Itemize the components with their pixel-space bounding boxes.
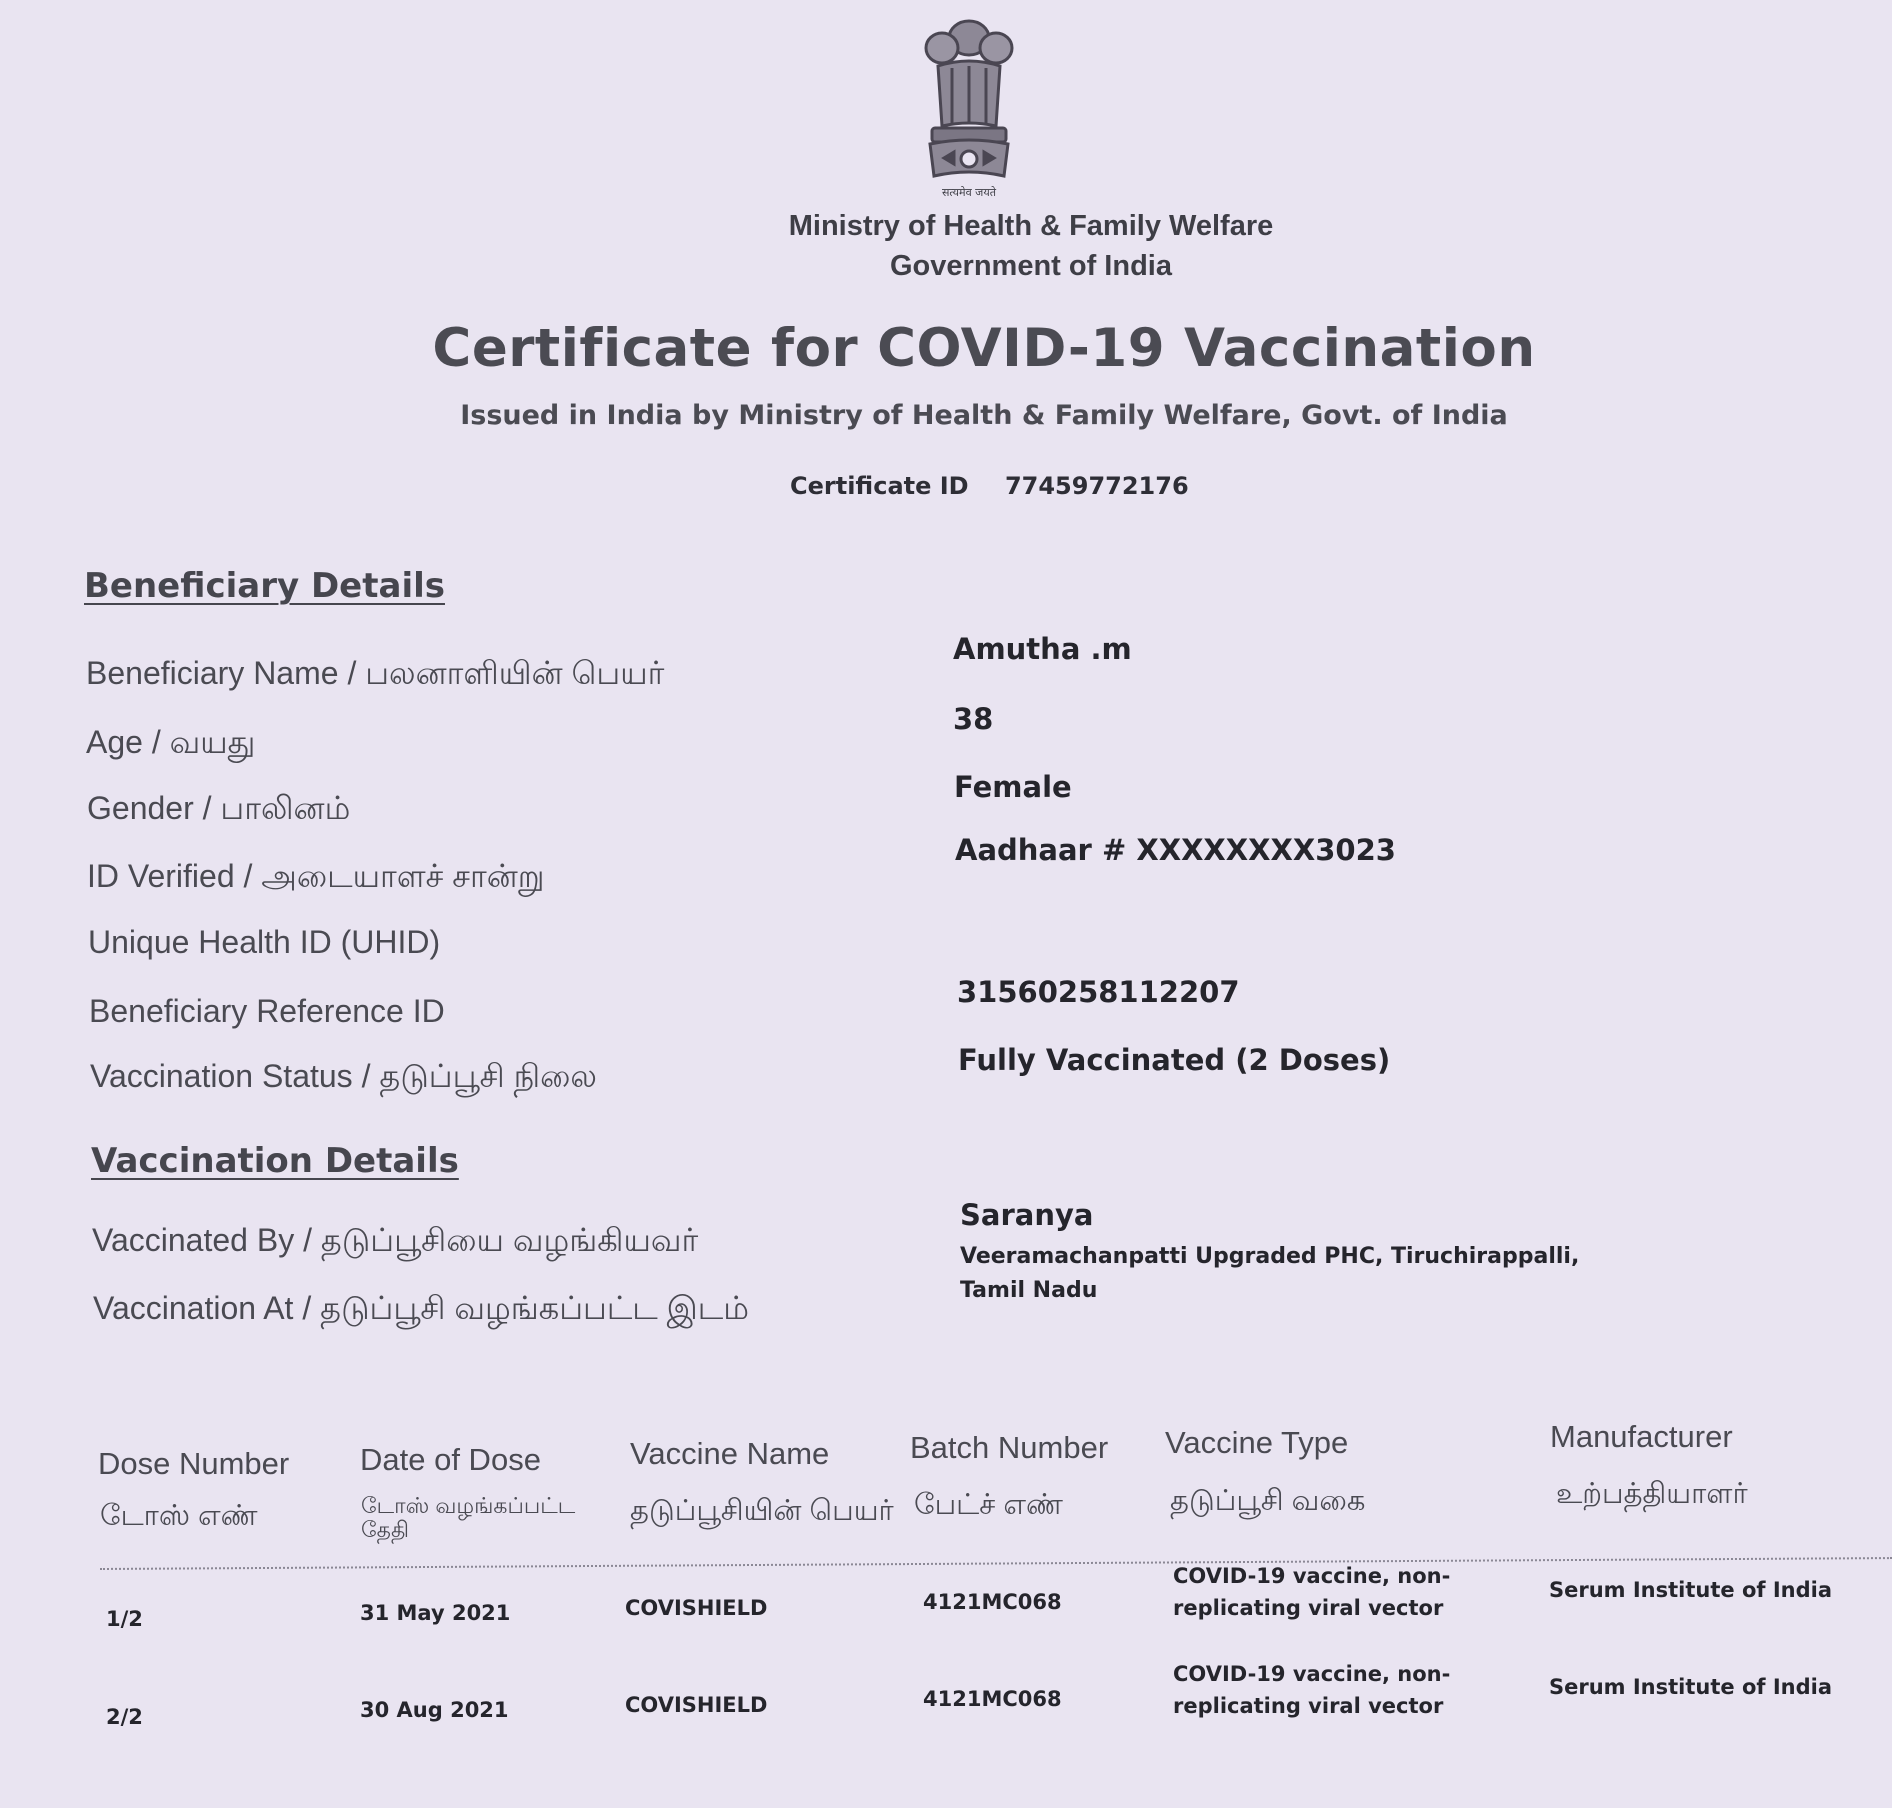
vaccination-details-heading: Vaccination Details (91, 1141, 459, 1181)
certificate-id-row (790, 472, 1189, 500)
column-header-batch-number: Batch Number (910, 1430, 1109, 1465)
vaccination-at-label: Vaccination At / தடுப்பூசி வழங்கப்பட்ட இடம் (93, 1290, 749, 1326)
beneficiary-reference-id-label: Beneficiary Reference ID (89, 993, 445, 1029)
table-divider (100, 1557, 1892, 1570)
certificate-id-label: Certificate ID (790, 472, 969, 500)
id-verified-label: ID Verified / அடையாளச் சான்று (87, 858, 545, 894)
column-header-manufacturer: Manufacturer (1550, 1419, 1733, 1454)
dose-2-manufacturer: Serum Institute of India (1549, 1675, 1832, 1699)
age-value: 38 (953, 702, 994, 736)
certificate-id-value: 77459772176 (1004, 472, 1189, 500)
dose-1-vaccine-name: COVISHIELD (625, 1596, 768, 1620)
beneficiary-name-value: Amutha .m (953, 632, 1132, 666)
id-verified-value: Aadhaar # XXXXXXXX3023 (955, 833, 1396, 867)
column-header-dose-number-ta: டோஸ் எண் (100, 1500, 258, 1532)
column-header-vaccine-name: Vaccine Name (630, 1436, 830, 1471)
column-header-manufacturer-ta: உற்பத்தியாளர் (1556, 1478, 1748, 1510)
age-label: Age / வயது (86, 724, 256, 760)
dose-2-date: 30 Aug 2021 (360, 1698, 509, 1722)
uhid-label: Unique Health ID (UHID) (88, 924, 441, 960)
column-header-dose-number: Dose Number (98, 1446, 290, 1481)
beneficiary-name-label: Beneficiary Name / பலனாளியின் பெயர் (86, 655, 665, 691)
dose-1-vaccine-type: COVID-19 vaccine, non-replicating viral vector (1173, 1564, 1451, 1620)
beneficiary-details-heading: Beneficiary Details (84, 566, 445, 606)
dose-2-vaccine-name: COVISHIELD (625, 1693, 768, 1717)
dose-2-vaccine-type: COVID-19 vaccine, non-replicating viral vector (1173, 1662, 1451, 1718)
vaccination-at-value: Veeramachanpatti Upgraded PHC, Tiruchirappalli, Tamil Nadu (960, 1244, 1580, 1303)
dose-1-manufacturer: Serum Institute of India (1549, 1578, 1832, 1602)
emblem-motto: सत्यमेव जयते (941, 186, 997, 199)
vaccination-status-label: Vaccination Status / தடுப்பூசி நிலை (90, 1058, 597, 1094)
column-header-vaccine-type: Vaccine Type (1165, 1425, 1349, 1460)
vaccination-status-value: Fully Vaccinated (2 Doses) (958, 1043, 1391, 1077)
certificate-subtitle: Issued in India by Ministry of Health & Family Welfare, Govt. of India (460, 400, 1508, 431)
column-header-date-of-dose-ta: டோஸ் வழங்கப்பட்ட தேதி (361, 1493, 576, 1542)
dose-2-batch-number: 4121MC068 (923, 1687, 1062, 1711)
dose-1-number: 1/2 (106, 1607, 143, 1631)
government-name: Government of India (890, 250, 1172, 282)
dose-1-batch-number: 4121MC068 (923, 1590, 1062, 1614)
vaccinated-by-label: Vaccinated By / தடுப்பூசியை வழங்கியவர் (92, 1222, 699, 1258)
dose-1-date: 31 May 2021 (360, 1601, 511, 1625)
vaccinated-by-value: Saranya (960, 1198, 1094, 1232)
dose-2-number: 2/2 (106, 1705, 143, 1729)
national-emblem-icon (908, 8, 1030, 204)
gender-value: Female (954, 770, 1072, 804)
column-header-batch-number-ta: பேட்ச் எண் (914, 1489, 1063, 1521)
column-header-vaccine-name-ta: தடுப்பூசியின் பெயர் (630, 1495, 894, 1527)
beneficiary-reference-id-value: 31560258112207 (957, 975, 1240, 1009)
gender-label: Gender / பாலினம் (87, 790, 351, 826)
column-header-vaccine-type-ta: தடுப்பூசி வகை (1170, 1485, 1366, 1517)
certificate-title: Certificate for COVID-19 Vaccination (432, 318, 1536, 379)
column-header-date-of-dose: Date of Dose (360, 1442, 541, 1477)
ministry-name: Ministry of Health & Family Welfare (788, 210, 1274, 242)
